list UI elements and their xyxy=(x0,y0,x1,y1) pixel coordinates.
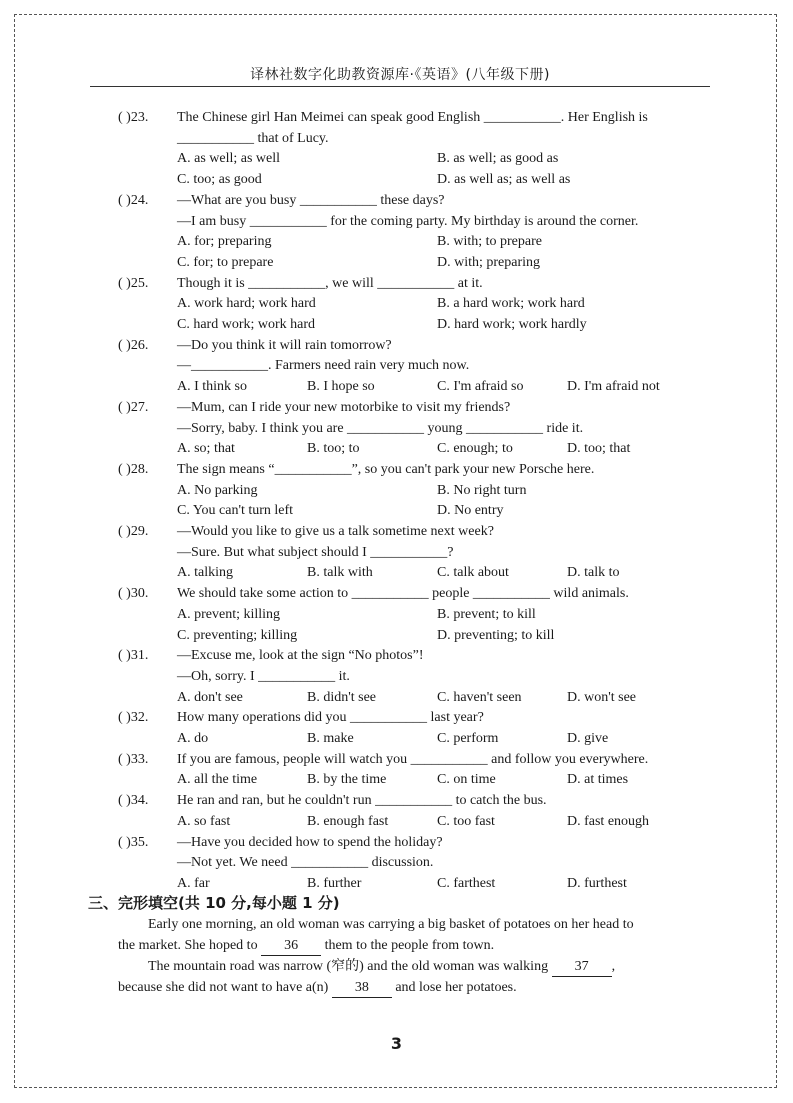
answer-option[interactable]: B. as well; as good as xyxy=(437,151,559,167)
question-number[interactable]: ( )26. xyxy=(118,337,149,353)
question-number[interactable]: ( )33. xyxy=(118,751,149,767)
answer-option[interactable]: C. preventing; killing xyxy=(177,627,298,643)
header-divider xyxy=(90,86,710,87)
answer-option[interactable]: B. No right turn xyxy=(437,482,527,498)
page-number: 3 xyxy=(390,1034,403,1053)
answer-option[interactable]: B. didn't see xyxy=(307,689,377,705)
question-text: The Chinese girl Han Meimei can speak good English ___________. Her English is xyxy=(177,110,648,125)
answer-option[interactable]: D. at times xyxy=(567,772,629,788)
question-text: He ran and ran, but he couldn't run ___________ to catch the bus. xyxy=(177,793,547,809)
question-text: —Mum, can I ride your new motorbike to visit my friends? xyxy=(177,399,511,415)
answer-option[interactable]: A. don't see xyxy=(177,689,243,705)
answer-option[interactable]: C. perform xyxy=(437,731,499,746)
question-number[interactable]: ( )32. xyxy=(118,710,149,726)
question-text: If you are famous, people will watch you ___________ and follow you everywhere. xyxy=(177,751,649,767)
question-number[interactable]: ( )24. xyxy=(118,192,149,208)
answer-option[interactable]: A. No parking xyxy=(177,482,258,498)
question-text: —What are you busy ___________ these days? xyxy=(177,192,445,208)
question-text: We should take some action to ___________ people ___________ wild animals. xyxy=(177,586,629,602)
question-text: —Sure. But what subject should I ___________? xyxy=(177,544,454,560)
page-header: 译林社数字化助教资源库·《英语》(八年级下册) xyxy=(250,67,550,83)
question-text: —Excuse me, look at the sign “No photos”! xyxy=(177,648,424,664)
answer-option[interactable]: C. too fast xyxy=(437,813,495,829)
answer-option[interactable]: B. a hard work; work hard xyxy=(437,296,585,312)
answer-option[interactable]: B. enough fast xyxy=(307,813,389,829)
answer-option[interactable]: C. haven't seen xyxy=(437,689,522,705)
answer-option[interactable]: B. with; to prepare xyxy=(437,234,542,250)
answer-option[interactable]: D. give xyxy=(567,731,609,746)
answer-option[interactable]: A. far xyxy=(177,875,210,891)
answer-option[interactable]: C. on time xyxy=(437,772,496,788)
answer-option[interactable]: D. hard work; work hardly xyxy=(437,317,587,332)
answer-option[interactable]: B. prevent; to kill xyxy=(437,606,536,622)
question-text: —Oh, sorry. I ___________ it. xyxy=(177,668,350,684)
answer-option[interactable]: B. by the time xyxy=(307,772,387,788)
question-text: —Not yet. We need ___________ discussion. xyxy=(177,855,434,871)
question-number[interactable]: ( )34. xyxy=(118,793,149,809)
passage-text: the market. She hoped to xyxy=(118,938,258,953)
question-number[interactable]: ( )27. xyxy=(118,399,149,415)
question-number[interactable]: ( )29. xyxy=(118,524,149,539)
question-text: —I am busy ___________ for the coming party. My birthday is around the corner. xyxy=(177,213,639,229)
answer-option[interactable]: A. do xyxy=(177,731,209,746)
question-number[interactable]: ( )35. xyxy=(118,834,149,850)
blank-36[interactable]: 36 xyxy=(261,937,321,956)
answer-option[interactable]: B. I hope so xyxy=(307,379,375,395)
answer-option[interactable]: C. hard work; work hard xyxy=(177,317,316,332)
question-number[interactable]: ( )30. xyxy=(118,586,149,602)
passage-text: and lose her potatoes. xyxy=(395,980,517,995)
blank-37[interactable]: 37 xyxy=(552,958,612,977)
passage-text: , xyxy=(611,959,616,974)
answer-option[interactable]: D. won't see xyxy=(567,689,637,705)
answer-option[interactable]: A. talking xyxy=(177,565,233,581)
question-text: —Sorry, baby. I think you are ___________ young ___________ ride it. xyxy=(177,420,584,436)
answer-option[interactable]: A. prevent; killing xyxy=(177,606,281,622)
question-text: —___________. Farmers need rain very much now. xyxy=(177,358,470,374)
answer-option[interactable]: D. too; that xyxy=(567,441,631,457)
answer-option[interactable]: D. fast enough xyxy=(567,813,650,829)
answer-option[interactable]: A. I think so xyxy=(177,379,247,395)
passage-text: because she did not want to have a(n) xyxy=(118,980,329,995)
answer-option[interactable]: D. preventing; to kill xyxy=(437,627,555,643)
answer-option[interactable]: C. talk about xyxy=(437,565,509,581)
answer-option[interactable]: D. with; preparing xyxy=(437,254,541,270)
answer-option[interactable]: D. No entry xyxy=(437,503,504,519)
answer-option[interactable]: C. enough; to xyxy=(437,441,513,457)
answer-option[interactable]: B. too; to xyxy=(307,441,360,457)
section-title: 三、完形填空(共 10 分,每小题 1 分) xyxy=(88,894,340,912)
answer-option[interactable]: A. all the time xyxy=(177,772,258,788)
passage-text: them to the people from town. xyxy=(324,938,495,953)
question-text: —Do you think it will rain tomorrow? xyxy=(177,337,392,353)
question-text: ___________ that of Lucy. xyxy=(177,130,329,146)
question-text: The sign means “___________”, so you can't park your new Porsche here. xyxy=(177,461,595,477)
answer-option[interactable]: D. talk to xyxy=(567,565,620,581)
answer-option[interactable]: D. I'm afraid not xyxy=(567,379,660,395)
question-text: Though it is ___________, we will ___________ at it. xyxy=(177,275,483,291)
question-number[interactable]: ( )28. xyxy=(118,461,149,477)
answer-option[interactable]: D. as well as; as well as xyxy=(437,172,571,188)
question-number[interactable]: ( )23. xyxy=(118,110,149,125)
answer-option[interactable]: A. as well; as well xyxy=(177,151,281,167)
answer-option[interactable]: A. so fast xyxy=(177,813,231,829)
passage-line xyxy=(148,958,615,977)
question-number[interactable]: ( )31. xyxy=(118,648,149,664)
answer-option[interactable]: B. further xyxy=(307,875,362,891)
blank-38[interactable]: 38 xyxy=(332,979,392,998)
answer-option[interactable]: B. make xyxy=(307,731,354,746)
question-text: —Have you decided how to spend the holiday? xyxy=(177,834,443,850)
answer-option[interactable]: D. furthest xyxy=(567,875,627,891)
passage-line: Early one morning, an old woman was carrying a big basket of potatoes on her head to xyxy=(148,917,634,932)
answer-option[interactable]: A. work hard; work hard xyxy=(177,296,316,312)
passage-line xyxy=(118,979,517,998)
answer-option[interactable]: C. too; as good xyxy=(177,172,262,188)
question-number[interactable]: ( )25. xyxy=(118,275,149,291)
answer-option[interactable]: A. so; that xyxy=(177,441,235,457)
answer-option[interactable]: A. for; preparing xyxy=(177,234,272,250)
passage-text: The mountain road was narrow (窄的) and the old woman was walking xyxy=(148,959,549,974)
answer-option[interactable]: C. I'm afraid so xyxy=(437,379,524,395)
passage-line xyxy=(118,937,494,956)
answer-option[interactable]: C. You can't turn left xyxy=(177,503,294,519)
question-text: —Would you like to give us a talk sometime next week? xyxy=(177,524,494,539)
answer-option[interactable]: C. for; to prepare xyxy=(177,254,274,270)
question-text: How many operations did you ___________ last year? xyxy=(177,710,484,726)
answer-option[interactable]: B. talk with xyxy=(307,565,373,581)
answer-option[interactable]: C. farthest xyxy=(437,875,496,891)
